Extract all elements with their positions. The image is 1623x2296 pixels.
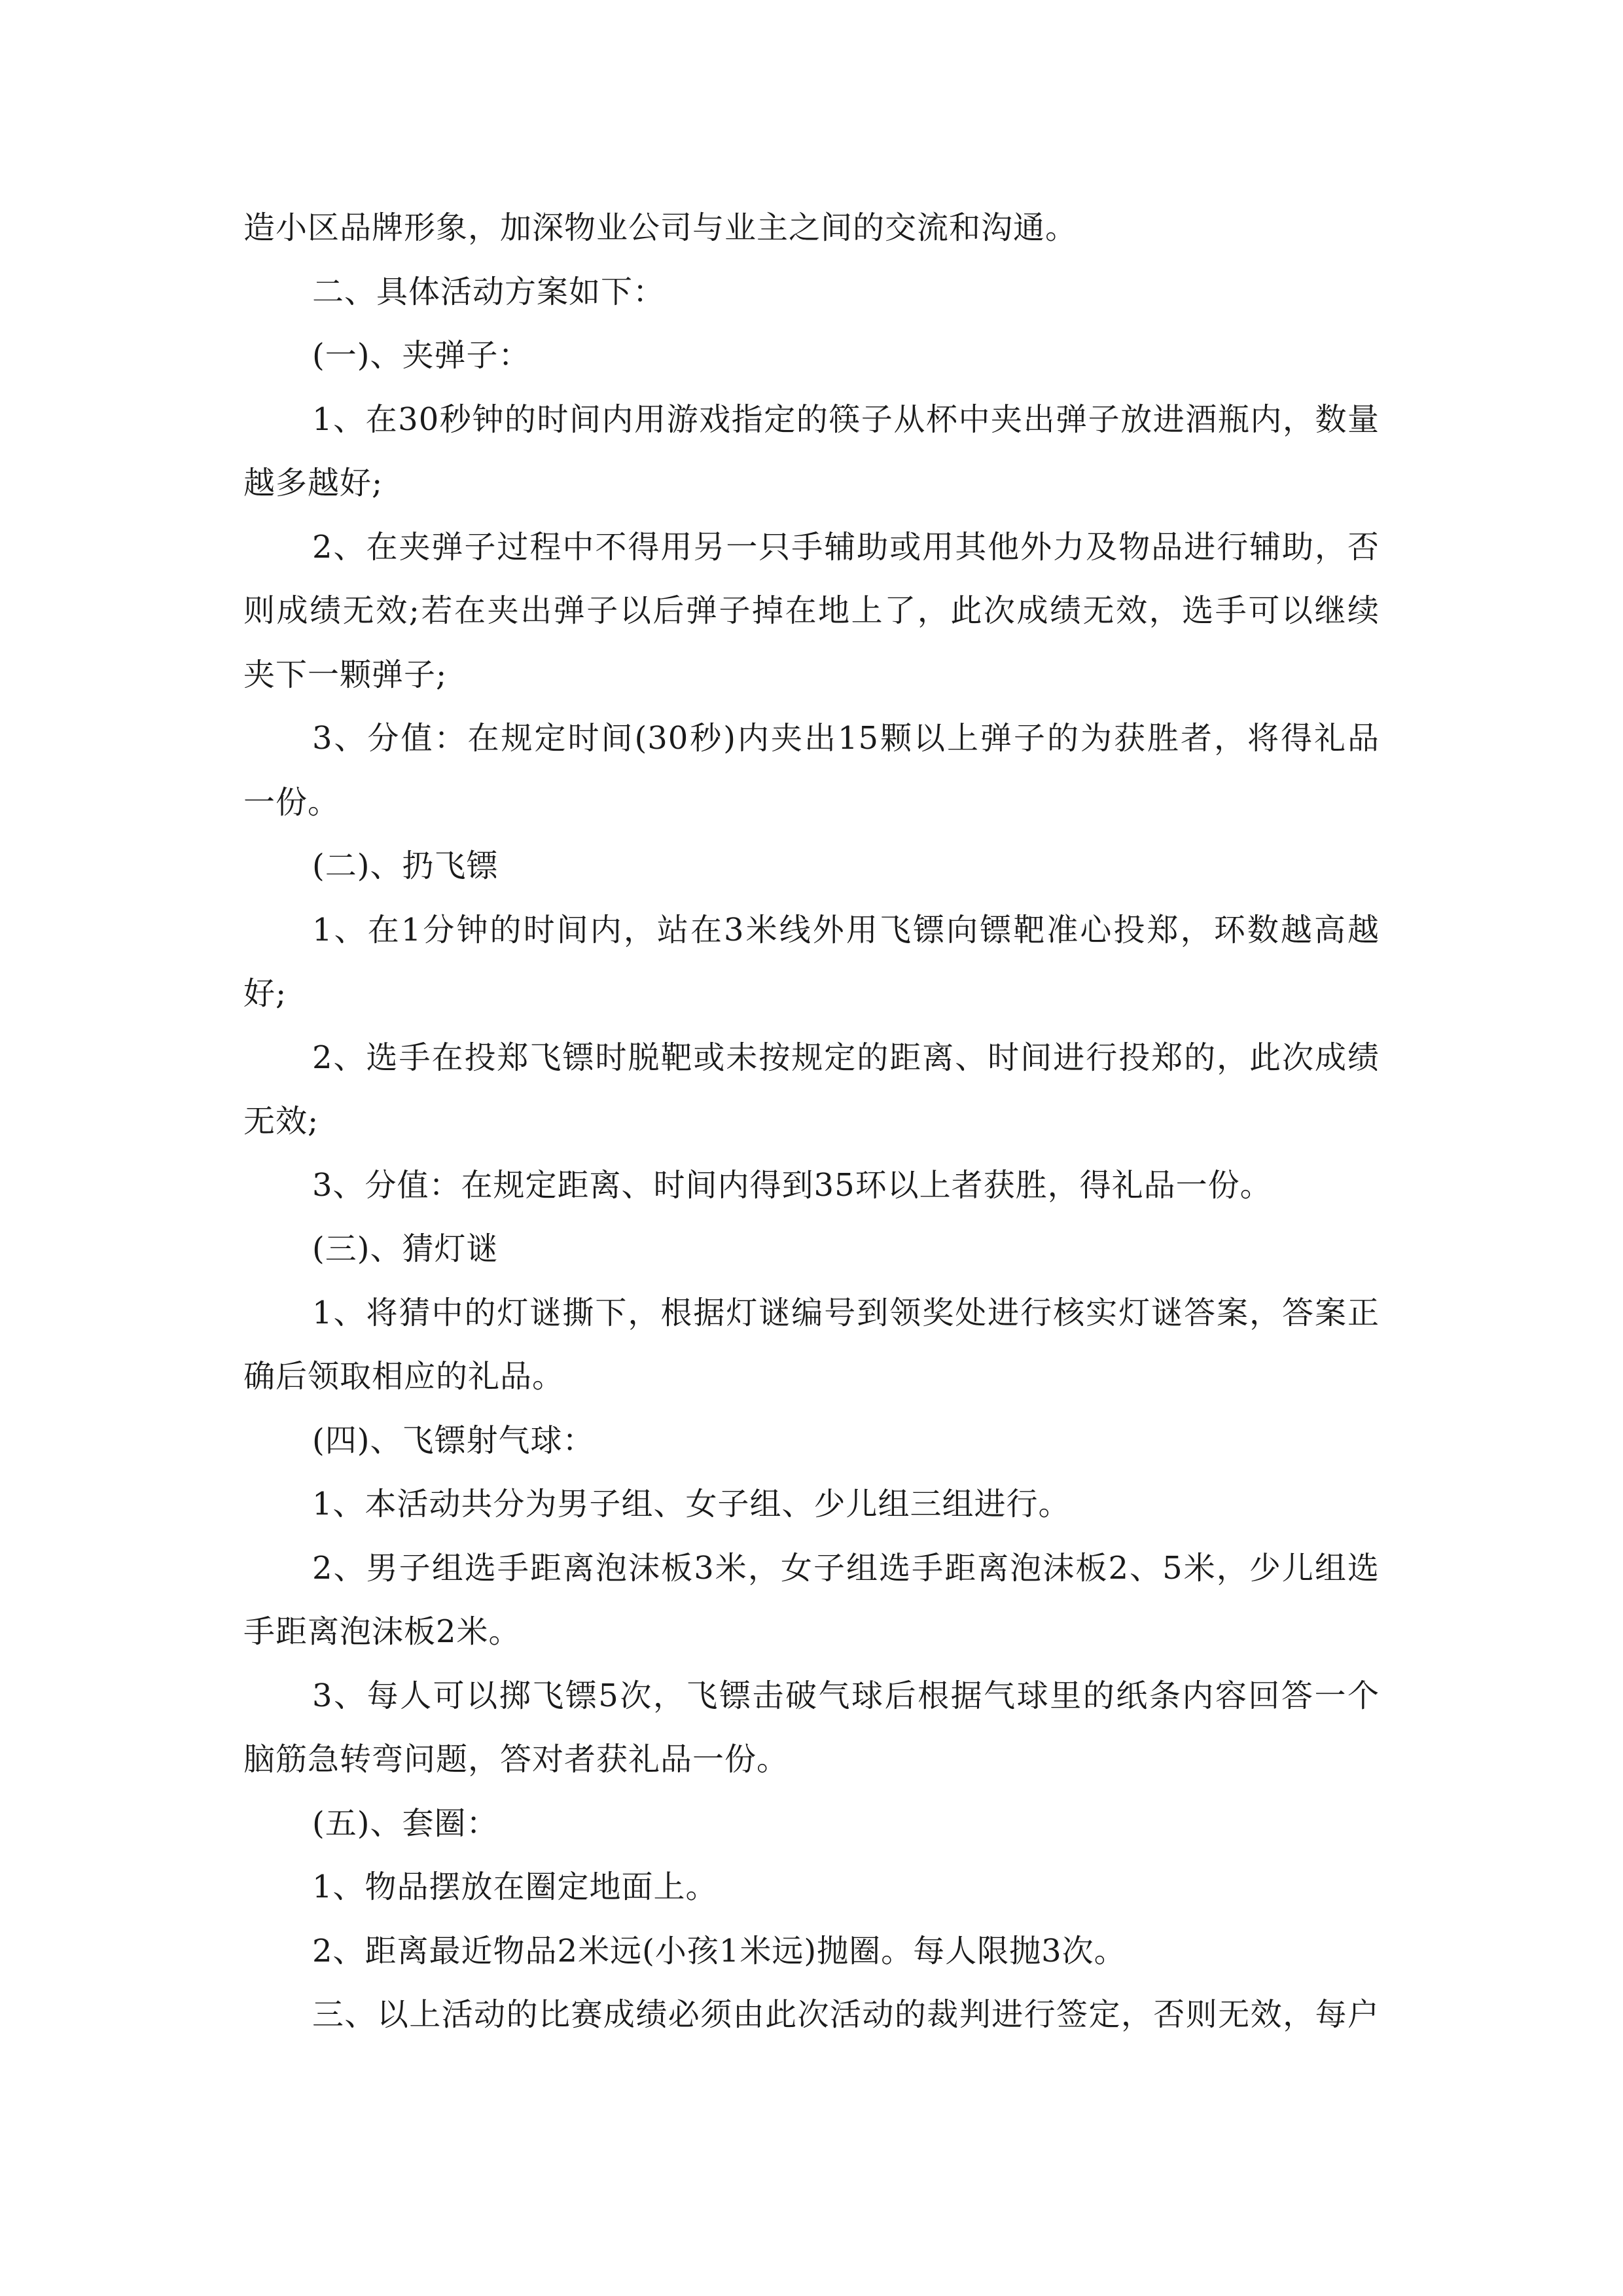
- text-line: 2、距离最近物品2米远(小孩1米远)抛圈。每人限抛3次。: [312, 1932, 1126, 1969]
- text-line: 越多越好;: [243, 465, 383, 501]
- text-line: 则成绩无效;若在夹出弹子以后弹子掉在地上了，此次成绩无效，选手可以继续: [243, 592, 1380, 629]
- text-line: 确后领取相应的礼品。: [243, 1358, 565, 1395]
- text-line: 2、选手在投郑飞镖时脱靶或未按规定的距离、时间进行投郑的，此次成绩: [312, 1039, 1380, 1076]
- text-line: 一份。: [243, 783, 340, 821]
- text-line: 1、本活动共分为男子组、女子组、少儿组三组进行。: [312, 1486, 1071, 1522]
- text-line: (四)、飞镖射气球：: [312, 1422, 595, 1459]
- text-line: 3、每人可以掷飞镖5次，飞镖击破气球后根据气球里的纸条内容回答一个: [312, 1677, 1380, 1714]
- document-body: [243, 196, 1380, 2047]
- text-line: (二)、扔飞镖: [312, 848, 499, 884]
- text-line: 好;: [243, 975, 287, 1012]
- text-line: (三)、猜灯谜: [312, 1230, 499, 1267]
- text-line: 造小区品牌形象，加深物业公司与业主之间的交流和沟通。: [243, 209, 1078, 246]
- text-line: 3、分值：在规定时间(30秒)内夹出15颗以上弹子的为获胜者，将得礼品: [312, 720, 1380, 757]
- text-line: (一)、夹弹子：: [312, 337, 531, 374]
- text-line: (五)、套圈：: [312, 1804, 499, 1842]
- text-line: 1、在1分钟的时间内，站在3米线外用飞镖向镖靶准心投郑，环数越高越: [312, 911, 1380, 948]
- text-line: 夹下一颗弹子;: [243, 656, 448, 693]
- text-line: 2、在夹弹子过程中不得用另一只手辅助或用其他外力及物品进行辅助，否: [312, 528, 1380, 565]
- text-line: 3、分值：在规定距离、时间内得到35环以上者获胜，得礼品一份。: [312, 1166, 1272, 1204]
- text-line: 二、具体活动方案如下：: [312, 273, 666, 310]
- text-line: 三、以上活动的比赛成绩必须由此次活动的裁判进行签定，否则无效，每户: [312, 1996, 1380, 2033]
- text-line: 无效;: [243, 1103, 319, 1139]
- text-line: 1、在30秒钟的时间内用游戏指定的筷子从杯中夹出弹子放进酒瓶内，数量: [312, 401, 1380, 438]
- text-line: 手距离泡沫板2米。: [243, 1613, 521, 1650]
- text-line: 2、男子组选手距离泡沫板3米，女子组选手距离泡沫板2、5米，少儿组选: [312, 1549, 1380, 1587]
- text-line: 脑筋急转弯问题，答对者获礼品一份。: [243, 1741, 789, 1778]
- text-line: 1、物品摆放在圈定地面上。: [312, 1869, 718, 1905]
- text-line: 1、将猜中的灯谜撕下，根据灯谜编号到领奖处进行核实灯谜答案，答案正: [312, 1294, 1380, 1331]
